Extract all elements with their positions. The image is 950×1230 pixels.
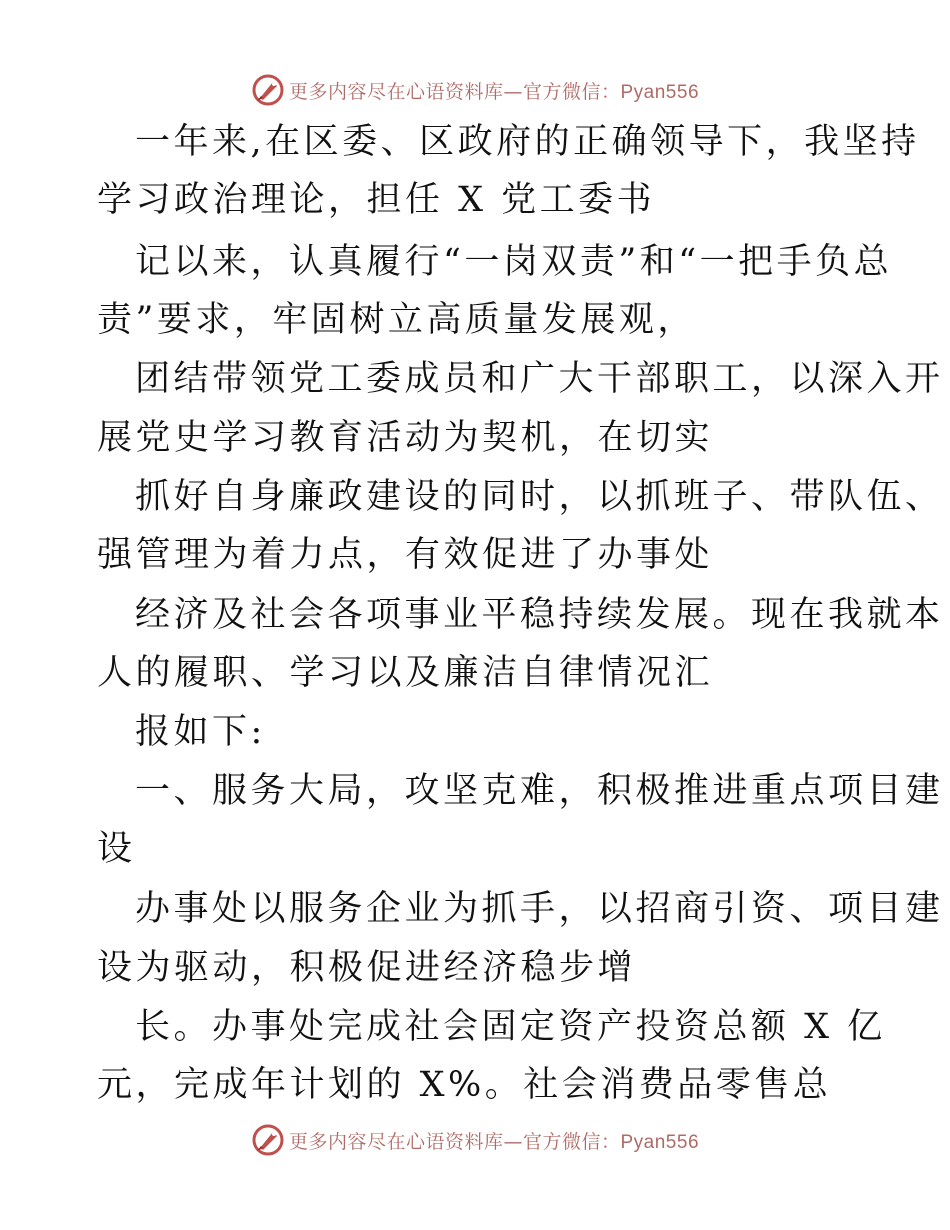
paragraph-line: 一年来,在区委、区政府的正确领导下，我坚持 bbox=[135, 122, 920, 162]
paragraph-line: 团结带领党工委成员和广大干部职工，以深入开 bbox=[135, 359, 944, 399]
banner-brand-text: 更多内容尽在心语资料库—官方微信： bbox=[288, 1130, 621, 1153]
paragraph-line: 办事处以服务企业为抓手，以招商引资、项目建 bbox=[135, 889, 944, 929]
paragraph-line: 长。办事处完成社会固定资产投资总额 X 亿 bbox=[135, 1007, 886, 1047]
header-banner bbox=[0, 70, 950, 110]
paragraph-line: 学习政治理论，担任 X 党工委书 bbox=[97, 180, 656, 220]
paragraph-line: 抓好自身廉政建设的同时，以抓班子、带队伍、 bbox=[135, 477, 944, 517]
banner-brand-text: 更多内容尽在心语资料库—官方微信： bbox=[288, 80, 621, 103]
banner-wechat-id: Pyan556 bbox=[620, 81, 700, 103]
banner-wechat-id: Pyan556 bbox=[620, 1131, 700, 1153]
section-heading-line: 设 bbox=[97, 829, 136, 869]
paragraph-line: 经济及社会各项事业平稳持续发展。现在我就本 bbox=[135, 595, 944, 635]
paragraph-line: 元，完成年计划的 X%。社会消费品零售总 bbox=[97, 1065, 832, 1105]
paragraph-line: 设为驱动，积极促进经济稳步增 bbox=[97, 948, 637, 988]
paragraph-line: 报如下: bbox=[135, 712, 266, 752]
paragraph-line: 记以来，认真履行“一岗双责”和“一把手负总 bbox=[135, 242, 893, 282]
paragraph-line: 责”要求，牢固树立高质量发展观， bbox=[97, 300, 696, 340]
paragraph-line: 人的履职、学习以及廉洁自律情况汇 bbox=[97, 653, 714, 693]
paragraph-line: 强管理为着力点，有效促进了办事处 bbox=[97, 535, 714, 575]
paragraph-line: 展党史学习教育活动为契机，在切实 bbox=[97, 418, 714, 458]
section-heading-line: 一、服务大局，攻坚克难，积极推进重点项目建 bbox=[135, 771, 944, 811]
footer-banner bbox=[0, 1120, 950, 1160]
pen-nib-logo-icon bbox=[251, 73, 285, 107]
pen-nib-logo-icon bbox=[251, 1123, 285, 1157]
